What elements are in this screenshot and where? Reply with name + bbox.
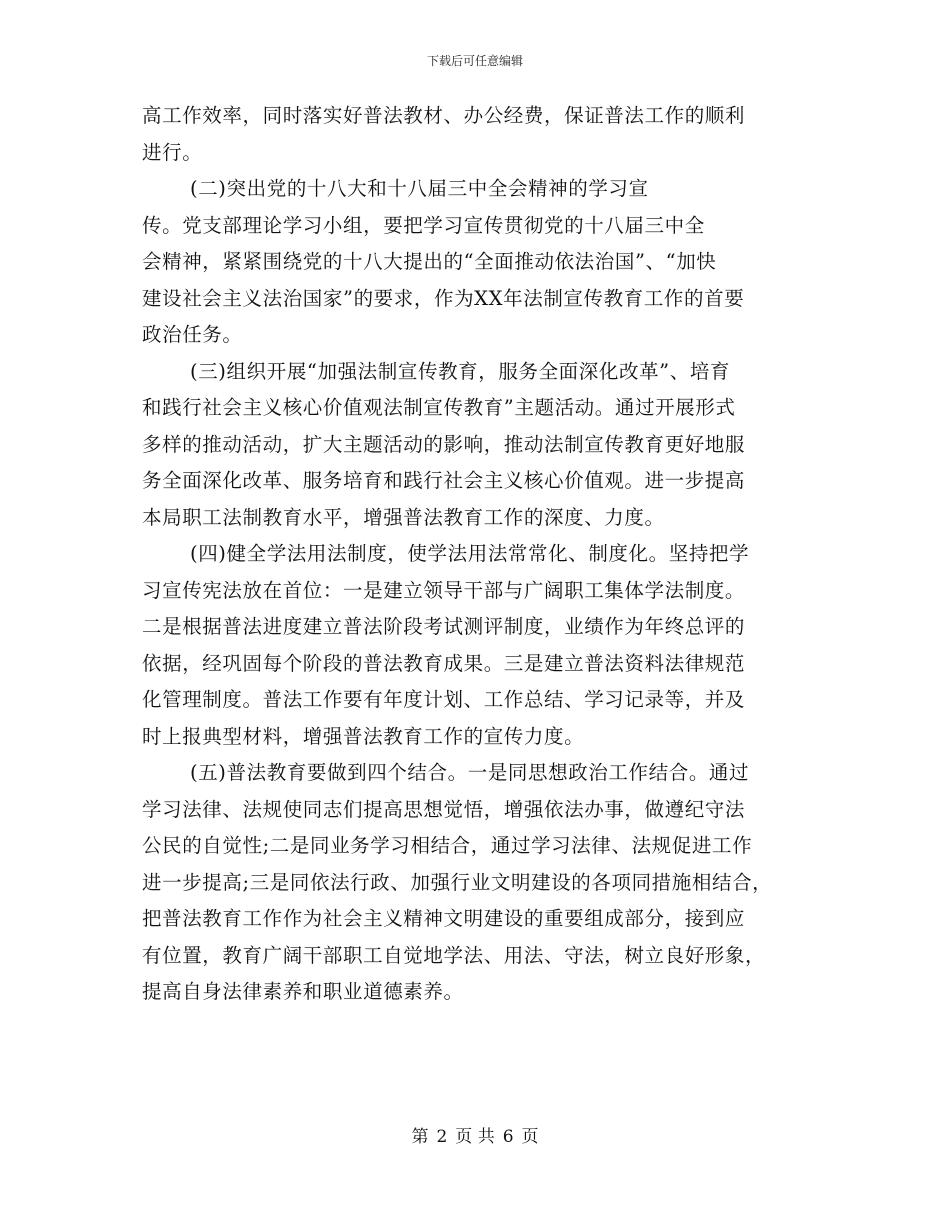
body-line: 依据，经巩固每个阶段的普法教育成果。三是建立普法资料法律规范: [142, 651, 746, 675]
body-line: 习宣传宪法放在首位：一是建立领导干部与广阔职工集体学法制度。: [142, 578, 746, 602]
footer-prefix: 第: [411, 1127, 429, 1147]
body-line: 提高自身法律素养和职业道德素养。: [142, 980, 464, 1003]
footer-suffix: 页: [521, 1127, 539, 1147]
body-line: 化管理制度。普法工作要有年度计划、工作总结、学习记录等，并及: [142, 688, 746, 711]
page-footer: [0, 1126, 950, 1148]
body-line: 有位置，教育广阔干部职工自觉地学法、用法、守法，树立良好形象，: [142, 943, 766, 967]
body-line: 公民的自觉性;二是同业务学习相结合，通过学习法律、法规促进工作: [142, 834, 753, 857]
body-line: 政治任务。: [142, 323, 243, 346]
body-line: 务全面深化改革、服务培育和践行社会主义核心价值观。进一步提高: [142, 469, 746, 492]
paragraph-heading-3: (三)组织开展“加强法制宣传教育，服务全面深化改革”、培育: [190, 359, 731, 383]
body-line: 学习法律、法规使同志们提高思想觉悟，增强依法办事，做遵纪守法: [142, 797, 746, 821]
body-line: 会精神，紧紧围绕党的十八大提出的“全面推动依法治国”、“加快: [142, 250, 717, 273]
total-page-count: 6: [502, 1127, 514, 1147]
document-body: [142, 98, 818, 1011]
body-line: 多样的推动活动，扩大主题活动的影响，推动法制宣传教育更好地服: [142, 432, 746, 456]
body-line: 时上报典型材料，增强普法教育工作的宣传力度。: [142, 724, 585, 748]
body-line: 本局职工法制教育水平，增强普法教育工作的深度、力度。: [142, 505, 665, 529]
body-line: 进一步提高;三是同依法行政、加强行业文明建设的各项同措施相结合，: [142, 870, 773, 894]
page-header: 下载后可任意编辑: [426, 54, 523, 68]
body-line: 建设社会主义法治国家”的要求，作为XX年法制宣传教育工作的首要: [142, 286, 745, 310]
current-page-number: 2: [436, 1127, 448, 1147]
body-line: 高工作效率，同时落实好普法教材、办公经费，保证普法工作的顺利: [142, 104, 746, 127]
body-line: 二是根据普法进度建立普法阶段考试测评制度，业绩作为年终总评的: [142, 615, 746, 638]
paragraph-heading-2: (二)突出党的十八大和十八届三中全会精神的学习宣: [190, 177, 649, 200]
footer-mid: 页 共: [455, 1127, 495, 1147]
body-line: 把普法教育工作作为社会主义精神文明建设的重要组成部分，接到应: [142, 907, 746, 930]
body-line: 传。党支部理论学习小组，要把学习宣传贯彻党的十八届三中全: [142, 213, 705, 237]
body-line: 和践行社会主义核心价值观法制宣传教育”主题活动。通过开展形式: [142, 396, 736, 419]
paragraph-heading-5: (五)普法教育要做到四个结合。一是同思想政治工作结合。通过: [190, 761, 750, 784]
paragraph-heading-4: (四)健全学法用法制度，使学法用法常常化、制度化。坚持把学: [190, 542, 750, 565]
body-line: 进行。: [142, 140, 203, 164]
